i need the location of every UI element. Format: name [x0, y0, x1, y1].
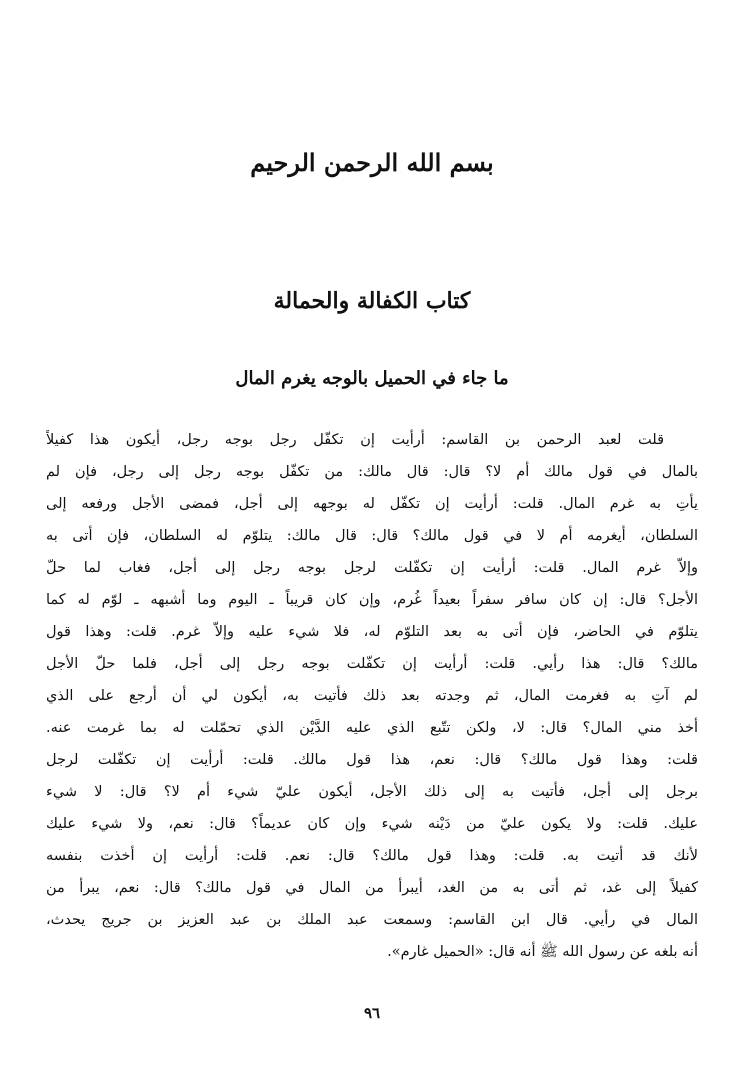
text-line: يتلوّم في الحاضر، فإن أتى به بعد التلوّم له، فلا شيء عليه وإلاّ غرم. قلت: وهذا قول [46, 624, 698, 640]
text-line: بالمال في قول مالك أم لا؟ قال: قال مالك: من تكفّل بوجه رجل إلى رجل، فإن لم [46, 464, 698, 480]
text-line: كفيلاً إلى غد، ثم أتى به من الغد، أيبرأ من المال في قول مالك؟ قال: نعم، يبرأ من [46, 880, 698, 896]
basmala-heading: بسم الله الرحمن الرحيم [250, 148, 494, 177]
text-line: أنه بلغه عن رسول الله ﷺ أنه قال: «الحميل غارم». [387, 944, 698, 960]
text-line: يأتِ به غرم المال. قلت: أرأيت إن تكفّل له بوجهه إلى أجل، فمضى الأجل ورفعه إلى [46, 496, 698, 512]
text-line: أخذ مني المال؟ قال: لا، ولكن تتّبع الذي عليه الدَّيْن الذي تحمّلت له بما غرمت عنه. [46, 720, 698, 736]
text-line: عليك. قلت: ولا يكون عليّ من دَيْنه شيء وإن كان عديماً؟ قال: نعم، ولا شيء عليك [46, 816, 698, 832]
text-line: قلت لعبد الرحمن بن القاسم: أرأيت إن تكفّل رجل بوجه رجل، أيكون هذا كفيلاً [46, 432, 664, 448]
text-line: برجل إلى أجل، فأتيت به إلى ذلك الأجل، أيكون عليّ شيء أم لا؟ قال: لا شيء [46, 784, 698, 800]
text-line: لم آتِ به فغرمت المال، ثم وجدته بعد ذلك فأتيت به، أيكون لي أن أرجع على الذي [46, 688, 698, 704]
body-paragraph [46, 424, 698, 968]
book-title: كتاب الكفالة والحمالة [273, 288, 471, 314]
text-line: السلطان، أيغرمه أم لا في قول مالك؟ قال: قال مالك: يتلوّم له السلطان، فإن أتى به [46, 528, 698, 544]
text-line: لأنك قد أتيت به. قلت: وهذا قول مالك؟ قال: نعم. قلت: أرأيت إن أخذت بنفسه [46, 848, 698, 864]
page-number: ٩٦ [363, 1004, 381, 1022]
text-line: مالك؟ قال: هذا رأيي. قلت: أرأيت إن تكفّلت بوجه رجل إلى أجل، فلما حلّ الأجل [46, 656, 698, 672]
text-line: قلت: وهذا قول مالك؟ قال: نعم، هذا قول مالك. قلت: أرأيت إن تكفّلت لرجل [46, 752, 698, 768]
chapter-title: ما جاء في الحميل بالوجه يغرم المال [235, 368, 509, 389]
text-line: وإلاّ غرم المال. قلت: أرأيت إن تكفّلت لرجل بوجه رجل إلى أجل، فغاب لما حلّ [46, 560, 698, 576]
text-line: المال في رأيي. قال ابن القاسم: وسمعت عبد الملك بن عبد العزيز بن جريج يحدث، [46, 912, 698, 928]
text-line: الأجل؟ قال: إن كان سافر سفراً بعيداً غُرم، وإن كان قريباً ـ اليوم وما أشبهه ـ لوّم له كما [46, 592, 698, 608]
